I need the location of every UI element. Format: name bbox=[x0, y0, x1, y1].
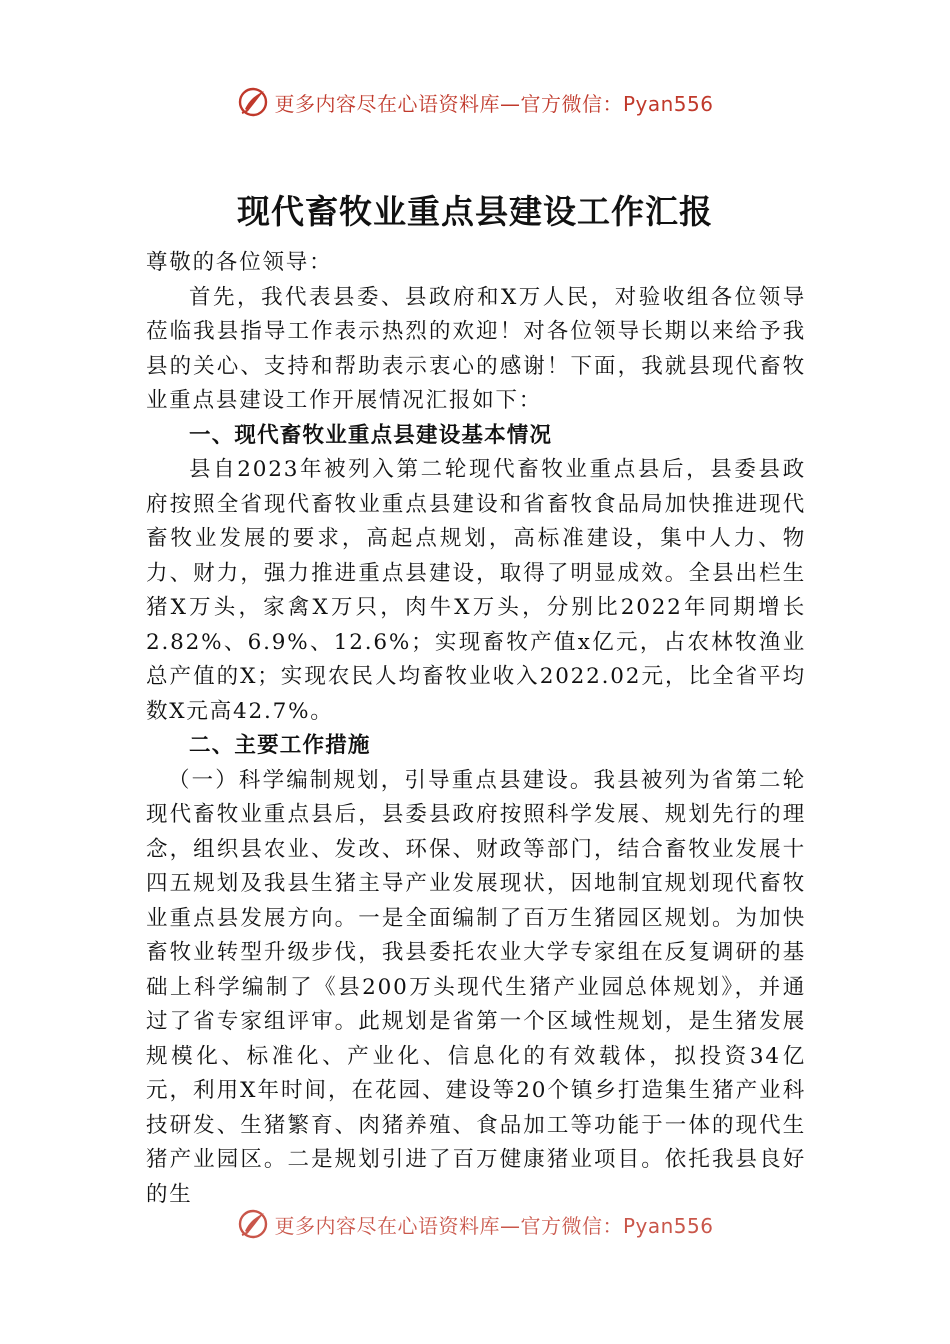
page-body-clip bbox=[0, 246, 950, 1210]
watermark-text: 更多内容尽在心语资料库—官方微信：Pyan556 bbox=[274, 91, 714, 116]
document-body bbox=[146, 246, 806, 1210]
document-title: 现代畜牧业重点县建设工作汇报 bbox=[237, 192, 713, 231]
watermark-header bbox=[0, 84, 950, 120]
brush-logo-icon bbox=[236, 85, 270, 119]
watermark-text: 更多内容尽在心语资料库—官方微信：Pyan556 bbox=[274, 1213, 714, 1238]
paragraph-intro: 首先，我代表县委、县政府和X万人民，对验收组各位领导莅临我县指导工作表示热烈的欢迎！对各位领导长期以来给予我县的关心、支持和帮助表示衷心的感谢！下面，我就县现代畜牧业重点县建设工作开展情况汇报如下： bbox=[146, 284, 806, 413]
salutation: 尊敬的各位领导： bbox=[146, 250, 333, 275]
paragraph-measures-1: （一）科学编制规划，引导重点县建设。我县被列为省第二轮现代畜牧业重点县后，县委县政府按照科学发展、规划先行的理念，组织县农业、发改、环保、财政等部门，结合畜牧业发展十四五规划及我县生猪主导产业发展现状，因地制宜规划现代畜牧业重点县发展方向。一是全面编制了百万生猪园区规划。为加快畜牧业转型升级步伐，我县委托农业大学专家组在反复调研的基础上科学编制了《县200万头现代生猪产业园总体规划》，并通过了省专家组评审。此规划是省第一个区域性规划，是生猪发展规模化、标准化、产业化、信息化的有效载体，拟投资34亿元，利用X年时间，在花园、建设等20个镇乡打造集生猪产业科技研发、生猪繁育、肉猪养殖、食品加工等功能于一体的现代生猪产业园区。二是规划引进了百万健康猪业项目。依托我县良好的生 bbox=[146, 767, 806, 1207]
watermark-footer bbox=[0, 1206, 950, 1242]
section-heading-1: 一、现代畜牧业重点县建设基本情况 bbox=[189, 422, 553, 448]
paragraph-basic-situation: 县自2023年被列入第二轮现代畜牧业重点县后，县委县政府按照全省现代畜牧业重点县建设和省畜牧食品局加快推进现代畜牧业发展的要求，高起点规划，高标准建设，集中人力、物力、财力，强力推进重点县建设，取得了明显成效。全县出栏生猪X万头，家禽X万只，肉牛X万头，分别比2022年同期增长2.82%、6.9%、12.6%；实现畜牧产值x亿元，占农林牧渔业总产值的X；实现农民人均畜牧业收入2022.02元，比全省平均数X元高42.7%。 bbox=[146, 457, 806, 724]
section-heading-2: 二、主要工作措施 bbox=[189, 733, 371, 758]
brush-logo-icon bbox=[236, 1207, 270, 1241]
